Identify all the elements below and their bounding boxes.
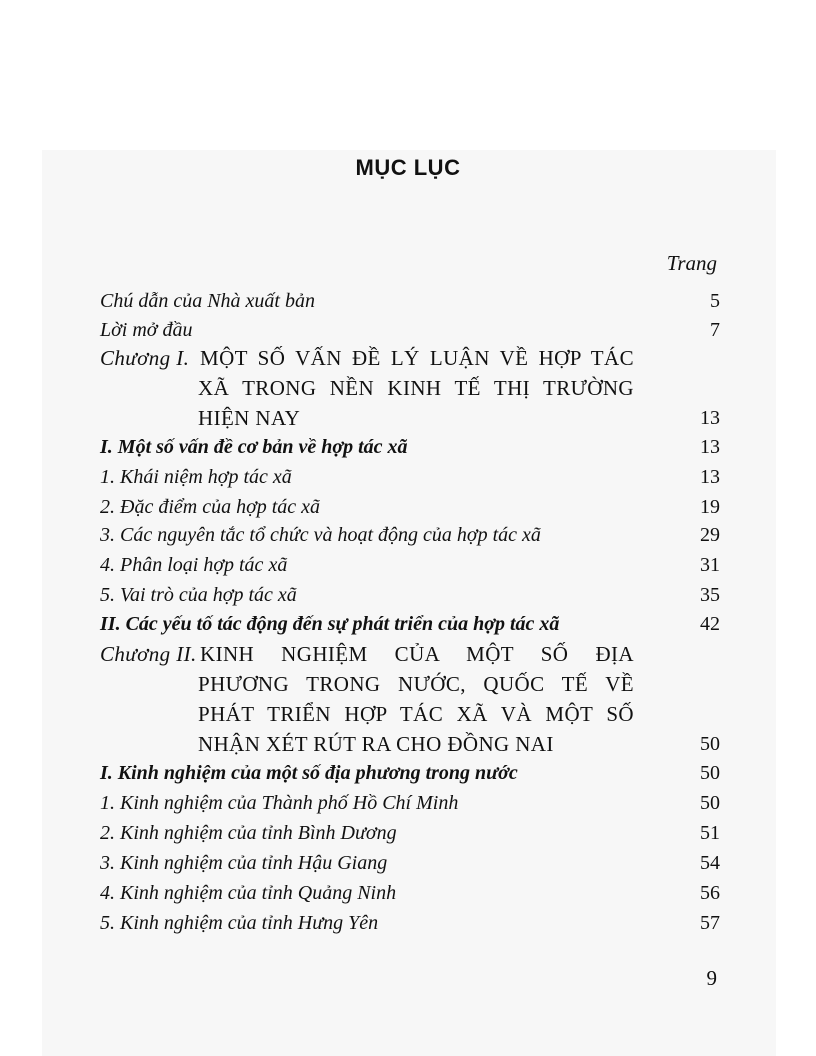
toc-entry-title: 1. Khái niệm hợp tác xã — [100, 466, 292, 488]
toc-entry-title: 3. Kinh nghiệm của tỉnh Hậu Giang — [100, 852, 388, 874]
toc-entry-title: Chú dẫn của Nhà xuất bản — [100, 290, 315, 312]
chapter-page: 50 — [700, 733, 720, 755]
toc-entry[interactable] — [100, 492, 720, 522]
chapter-title-line: XÃ TRONG NỀN KINH TẾ THỊ TRƯỜNG — [198, 376, 634, 400]
toc-entry-title: Lời mở đầu — [100, 319, 193, 341]
toc-entry-page: 31 — [700, 554, 720, 576]
toc-entry[interactable] — [100, 286, 720, 316]
toc-entry[interactable] — [100, 580, 720, 610]
toc-entry-page: 57 — [700, 912, 720, 934]
toc-entry-page: 19 — [700, 496, 720, 518]
chapter-label: Chương II. — [100, 642, 197, 666]
toc-entry[interactable] — [100, 315, 720, 345]
toc-entry-title: 2. Đặc điểm của hợp tác xã — [100, 496, 321, 518]
chapter-title-line: MỘT SỐ VẤN ĐỀ LÝ LUẬN VỀ HỢP TÁC — [200, 346, 634, 370]
chapter-page: 13 — [700, 407, 720, 429]
chapter-title-line: NHẬN XÉT RÚT RA CHO ĐỒNG NAI — [198, 732, 554, 756]
toc-entry-page: 13 — [700, 436, 720, 458]
toc-entry-page: 51 — [700, 822, 720, 844]
toc-entry[interactable] — [100, 818, 720, 848]
toc-entry-title: I. Một số vấn đề cơ bản về hợp tác xã — [100, 436, 408, 458]
chapter-heading[interactable] — [100, 639, 634, 669]
toc-entry[interactable] — [100, 878, 720, 908]
toc-entry-page: 5 — [710, 290, 720, 312]
toc-entry-title: 5. Kinh nghiệm của tỉnh Hưng Yên — [100, 912, 379, 934]
toc-entry[interactable] — [100, 758, 720, 788]
toc-entry-page: 50 — [700, 792, 720, 814]
page-number: 9 — [706, 966, 717, 990]
toc-entry-page: 7 — [710, 319, 720, 341]
toc-entry-title: II. Các yếu tố tác động đến sự phát triển của hợp tác xã — [100, 613, 560, 635]
chapter-label: Chương I. — [100, 346, 190, 370]
toc-entry-title: I. Kinh nghiệm của một số địa phương trong nước — [100, 762, 518, 784]
toc-entry-page: 56 — [700, 882, 720, 904]
toc-entry-page: 29 — [700, 524, 720, 546]
toc-entry-title: 3. Các nguyên tắc tổ chức và hoạt động của hợp tác xã — [100, 524, 541, 546]
toc-entry-title: 5. Vai trò của hợp tác xã — [100, 584, 297, 606]
toc-entry-page: 50 — [700, 762, 720, 784]
page-title: MỤC LỤC — [355, 155, 461, 180]
toc-entry[interactable] — [100, 550, 720, 580]
toc-entry[interactable] — [100, 848, 720, 878]
chapter-title-line: PHƯƠNG TRONG NƯỚC, QUỐC TẾ VỀ — [198, 672, 634, 696]
toc-entry-page: 35 — [700, 584, 720, 606]
chapter-title-line: HIỆN NAY — [198, 406, 301, 430]
toc-entry-page: 54 — [700, 852, 720, 874]
chapter-heading[interactable] — [100, 343, 634, 373]
toc-entry[interactable] — [100, 788, 720, 818]
toc-entry-title: 2. Kinh nghiệm của tỉnh Bình Dương — [100, 822, 397, 844]
toc-entry-title: 4. Kinh nghiệm của tỉnh Quảng Ninh — [100, 882, 397, 904]
chapter-title-line: PHÁT TRIỂN HỢP TÁC XÃ VÀ MỘT SỐ — [198, 702, 634, 726]
toc-entry[interactable] — [100, 520, 720, 550]
toc-entry[interactable] — [100, 432, 720, 462]
chapter-title-line: KINH NGHIỆM CỦA MỘT SỐ ĐỊA — [200, 642, 634, 666]
toc-entry[interactable] — [100, 908, 720, 938]
page-column-header: Trang — [666, 251, 717, 275]
toc-entry[interactable] — [100, 462, 720, 492]
toc-entry-title: 1. Kinh nghiệm của Thành phố Hồ Chí Minh — [100, 792, 459, 814]
toc-entry[interactable] — [100, 609, 720, 639]
toc-entry-title: 4. Phân loại hợp tác xã — [100, 554, 288, 576]
toc-entry-page: 13 — [700, 466, 720, 488]
toc-entry-page: 42 — [700, 613, 720, 635]
